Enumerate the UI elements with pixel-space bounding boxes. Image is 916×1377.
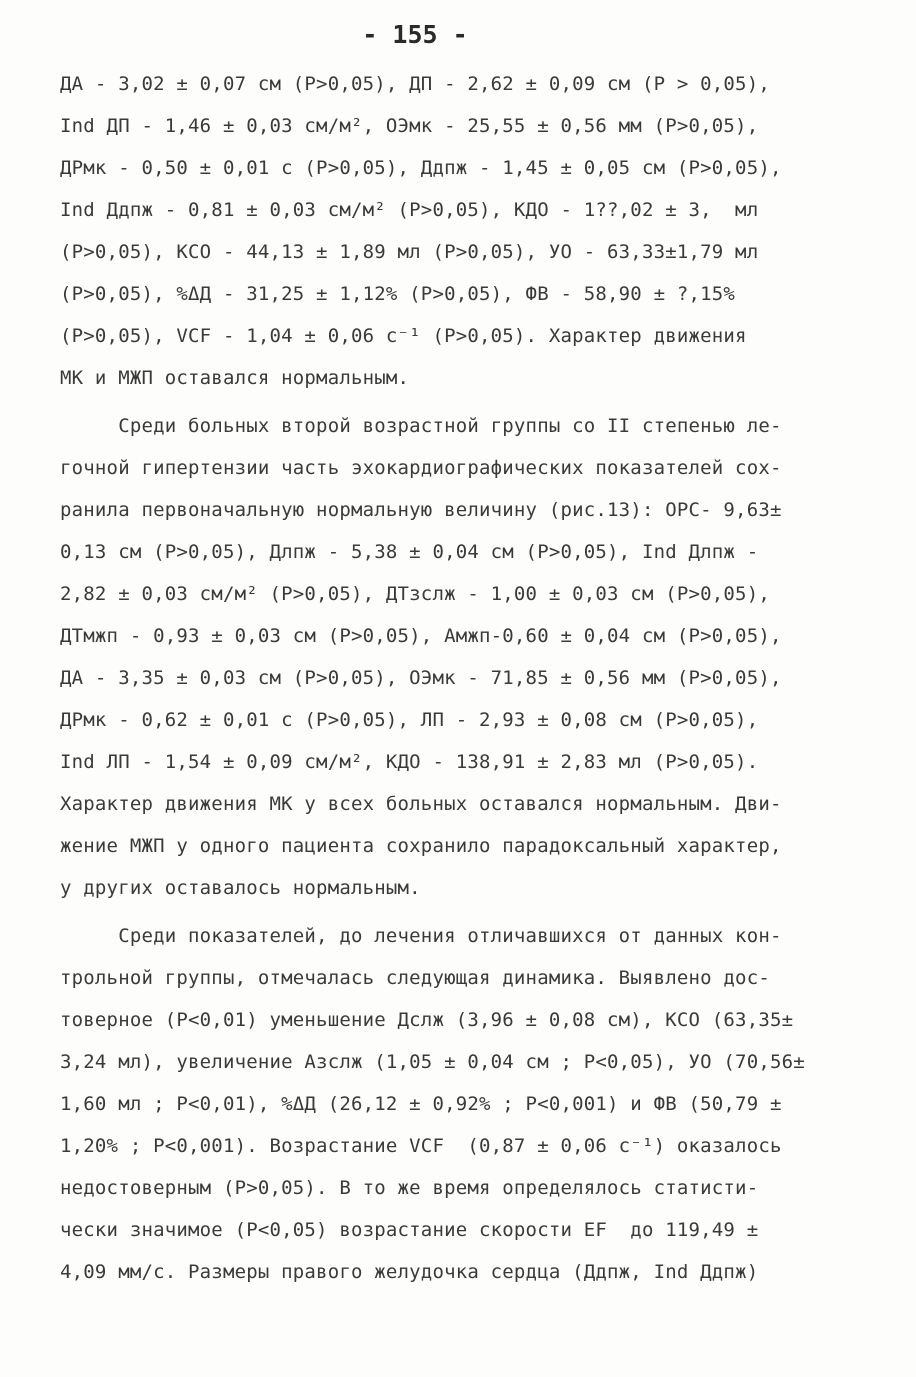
text-line: ДРмк - 0,62 ± 0,01 с (P>0,05), ЛП - 2,93 ± 0,08 см (P>0,05), (60, 709, 759, 731)
text-line: Ind ДП - 1,46 ± 0,03 см/м², ОЭмк - 25,55 ± 0,56 мм (P>0,05), (60, 115, 759, 137)
text-line: чески значимое (P<0,05) возрастание скорости EF до 119,49 ± (60, 1219, 759, 1241)
text-line: ранила первоначальную нормальную величину (рис.13): ОРС- 9,63± (60, 499, 782, 521)
text-line: Среди показателей, до лечения отличавшихся от данных кон- (60, 925, 782, 947)
text-line: трольной группы, отмечалась следующая динамика. Выявлено дос- (60, 967, 770, 989)
text-line: 4,09 мм/с. Размеры правого желудочка сердца (Ддпж, Ind Ддпж) (60, 1261, 759, 1283)
text-line: недостоверным (P>0,05). В то же время определялось статисти- (60, 1177, 759, 1199)
text-line: Характер движения МК у всех больных оставался нормальным. Дви- (60, 793, 782, 815)
text-line: ДТмжп - 0,93 ± 0,03 см (P>0,05), Амжп-0,60 ± 0,04 см (P>0,05), (60, 625, 782, 647)
text-line: ДРмк - 0,50 ± 0,01 с (P>0,05), Ддпж - 1,45 ± 0,05 см (P>0,05), (60, 157, 782, 179)
text-line: (P>0,05), КСО - 44,13 ± 1,89 мл (P>0,05), УО - 63,33±1,79 мл (60, 241, 759, 263)
text-line: Ind Ддпж - 0,81 ± 0,03 см/м² (P>0,05), КДО - 1??,02 ± 3, мл (60, 199, 759, 221)
text-line: 1,60 мл ; P<0,01), %ΔД (26,12 ± 0,92% ; P<0,001) и ФВ (50,79 ± (60, 1093, 782, 1115)
text-line: Среди больных второй возрастной группы со II степенью ле- (60, 415, 782, 437)
text-line: Ind ЛП - 1,54 ± 0,09 см/м², КДО - 138,91 ± 2,83 мл (P>0,05). (60, 751, 759, 773)
text-line: 3,24 мл), увеличение Азслж (1,05 ± 0,04 см ; P<0,05), УО (70,56± (60, 1051, 805, 1073)
text-line: 1,20% ; P<0,001). Возрастание VCF (0,87 ± 0,06 с⁻¹) оказалось (60, 1135, 782, 1157)
text-line: жение МЖП у одного пациента сохранило парадоксальный характер, (60, 835, 782, 857)
text-line: ДА - 3,02 ± 0,07 см (P>0,05), ДП - 2,62 ± 0,09 см (P > 0,05), (60, 73, 770, 95)
text-line: (P>0,05), %ΔД - 31,25 ± 1,12% (P>0,05), ФВ - 58,90 ± ?,15% (60, 283, 736, 305)
page-number: - 155 - (362, 20, 468, 49)
text-line: 2,82 ± 0,03 см/м² (P>0,05), ДТзслж - 1,00 ± 0,03 см (P>0,05), (60, 583, 770, 605)
text-line: 0,13 см (P>0,05), Длпж - 5,38 ± 0,04 см (P>0,05), Ind Длпж - (60, 541, 759, 563)
text-line: (P>0,05), VCF - 1,04 ± 0,06 с⁻¹ (P>0,05). Характер движения (60, 325, 747, 347)
text-line: товерное (P<0,01) уменьшение Дслж (3,96 ± 0,08 см), КСО (63,35± (60, 1009, 794, 1031)
text-line: ДА - 3,35 ± 0,03 см (P>0,05), ОЭмк - 71,85 ± 0,56 мм (P>0,05), (60, 667, 782, 689)
text-line: у других оставалось нормальным. (60, 877, 421, 899)
text-line: гочной гипертензии часть эхокардиографических показателей сох- (60, 457, 782, 479)
text-line: МК и МЖП оставался нормальным. (60, 367, 410, 389)
